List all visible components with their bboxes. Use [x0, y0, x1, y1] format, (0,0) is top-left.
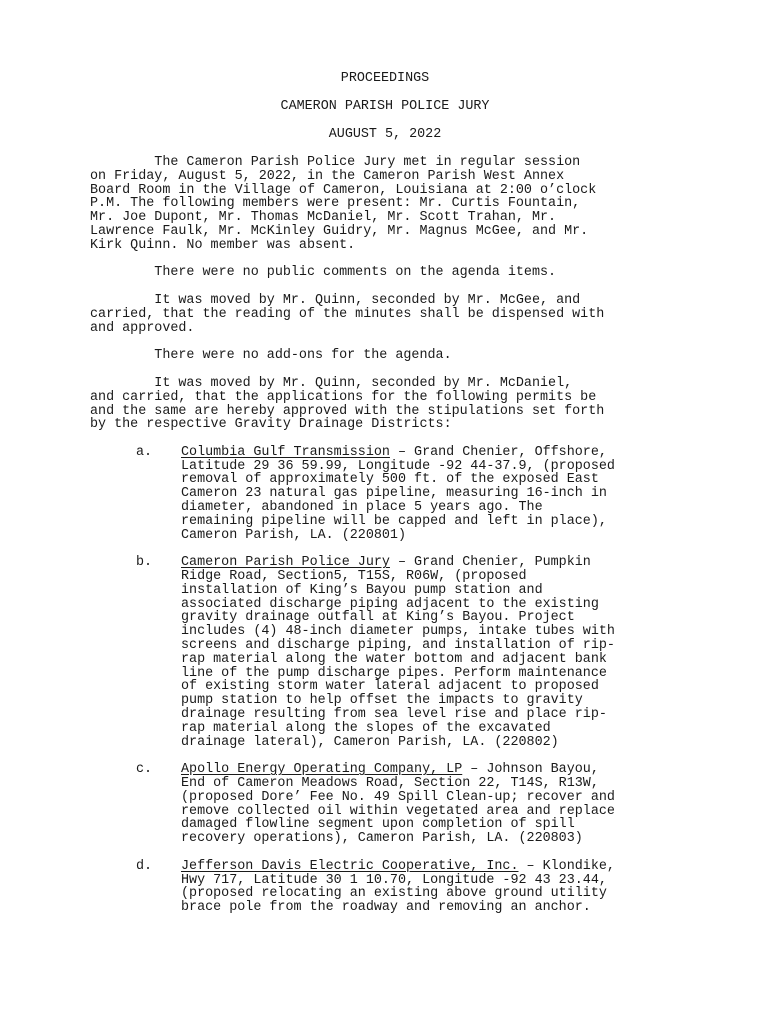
text-line: gravity drainage outfall at King’s Bayou. Project [181, 610, 575, 625]
text-line: Board Room in the Village of Cameron, Louisiana at 2:00 o’clock [90, 183, 597, 198]
text-line: recovery operations), Cameron Parish, LA. (220803) [181, 831, 583, 846]
text-line: includes (4) 48-inch diameter pumps, intake tubes with [181, 624, 615, 639]
item-first-line-rest: – Grand Chenier, Offshore, [389, 445, 607, 460]
text-line: removal of approximately 500 ft. of the exposed East [181, 472, 599, 487]
text-line: diameter, abandoned in place 5 years ago. The [181, 500, 543, 515]
item-first-line [181, 763, 599, 777]
text-line: Kirk Quinn. No member was absent. [90, 238, 356, 253]
text-line: (proposed relocating an existing above ground utility [181, 886, 607, 901]
text-line: End of Cameron Meadows Road, Section 22, T14S, R13W, [181, 776, 599, 791]
text-line: and carried, that the applications for the following permits be [90, 390, 597, 405]
item-letter: a. [136, 445, 153, 460]
text-line: installation of King’s Bayou pump station and [181, 583, 543, 598]
item-first-line [181, 446, 607, 460]
item-first-line-rest: – Grand Chenier, Pumpkin [389, 555, 591, 570]
text-line: remove collected oil within vegetated area and replace [181, 804, 615, 819]
item-first-line [181, 556, 591, 570]
applicant-name: Columbia Gulf Transmission [181, 445, 390, 460]
text-line: screens and discharge piping, and installation of rip- [181, 638, 615, 653]
text-line: damaged flowline segment upon completion of spill [181, 817, 575, 832]
text-line: There were no add-ons for the agenda. [90, 348, 452, 363]
text-line: drainage resulting from sea level rise and place rip- [181, 707, 607, 722]
text-line: on Friday, August 5, 2022, in the Cameron Parish West Annex [90, 169, 565, 184]
item-letter: b. [136, 555, 153, 570]
text-line: Latitude 29 36 59.99, Longitude -92 44-37.9, (proposed [181, 459, 615, 474]
text-line: brace pole from the roadway and removing an anchor. [181, 900, 591, 915]
text-line: Cameron Parish, LA. (220801) [181, 528, 406, 543]
applicant-name: Cameron Parish Police Jury [181, 555, 390, 570]
item-letter: c. [136, 762, 153, 777]
text-line: Hwy 717, Latitude 30 1 10.70, Longitude -92 43 23.44, [181, 873, 607, 888]
text-line: carried, that the reading of the minutes shall be dispensed with [90, 307, 605, 322]
text-line: P.M. The following members were present: Mr. Curtis Fountain, [90, 196, 581, 211]
text-line: Lawrence Faulk, Mr. McKinley Guidry, Mr. Magnus McGee, and Mr. [90, 224, 589, 239]
text-line: of existing storm water lateral adjacent to proposed [181, 679, 599, 694]
item-first-line-rest: – Klondike, [518, 859, 615, 874]
item-first-line-rest: – Johnson Bayou, [462, 762, 599, 777]
text-line: (proposed Dore’ Fee No. 49 Spill Clean-up; recover and [181, 790, 615, 805]
applicant-name: Apollo Energy Operating Company, LP [181, 762, 463, 777]
text-line: Ridge Road, Section5, T15S, R06W, (proposed [181, 569, 527, 584]
applicant-name: Jefferson Davis Electric Cooperative, Inc. [181, 859, 519, 874]
text-line: line of the pump discharge pipes. Perform maintenance [181, 666, 607, 681]
text-line: pump station to help offset the impacts to gravity [181, 693, 583, 708]
text-line: associated discharge piping adjacent to the existing [181, 597, 599, 612]
item-first-line [181, 860, 615, 874]
text-line: There were no public comments on the agenda items. [90, 265, 557, 280]
text-line: It was moved by Mr. Quinn, seconded by Mr. McGee, and [90, 293, 581, 308]
text-line: drainage lateral), Cameron Parish, LA. (220802) [181, 735, 559, 750]
text-line: by the respective Gravity Drainage Districts: [90, 417, 452, 432]
text-line: remaining pipeline will be capped and left in place), [181, 514, 607, 529]
text-line: The Cameron Parish Police Jury met in regular session [90, 155, 581, 170]
text-line: Mr. Joe Dupont, Mr. Thomas McDaniel, Mr. Scott Trahan, Mr. [90, 210, 557, 225]
text-line: rap material along the slopes of the excavated [181, 721, 551, 736]
governing-body-heading: CAMERON PARISH POLICE JURY [280, 99, 490, 114]
text-line: rap material along the water bottom and adjacent bank [181, 652, 607, 667]
text-line: Cameron 23 natural gas pipeline, measuring 16-inch in [181, 486, 607, 501]
document-title: PROCEEDINGS [340, 71, 430, 86]
text-line: and the same are hereby approved with the stipulations set forth [90, 404, 605, 419]
item-letter: d. [136, 859, 153, 874]
text-line: and approved. [90, 321, 195, 336]
text-line: It was moved by Mr. Quinn, seconded by Mr. McDaniel, [90, 376, 573, 391]
meeting-date-heading: AUGUST 5, 2022 [328, 127, 442, 142]
